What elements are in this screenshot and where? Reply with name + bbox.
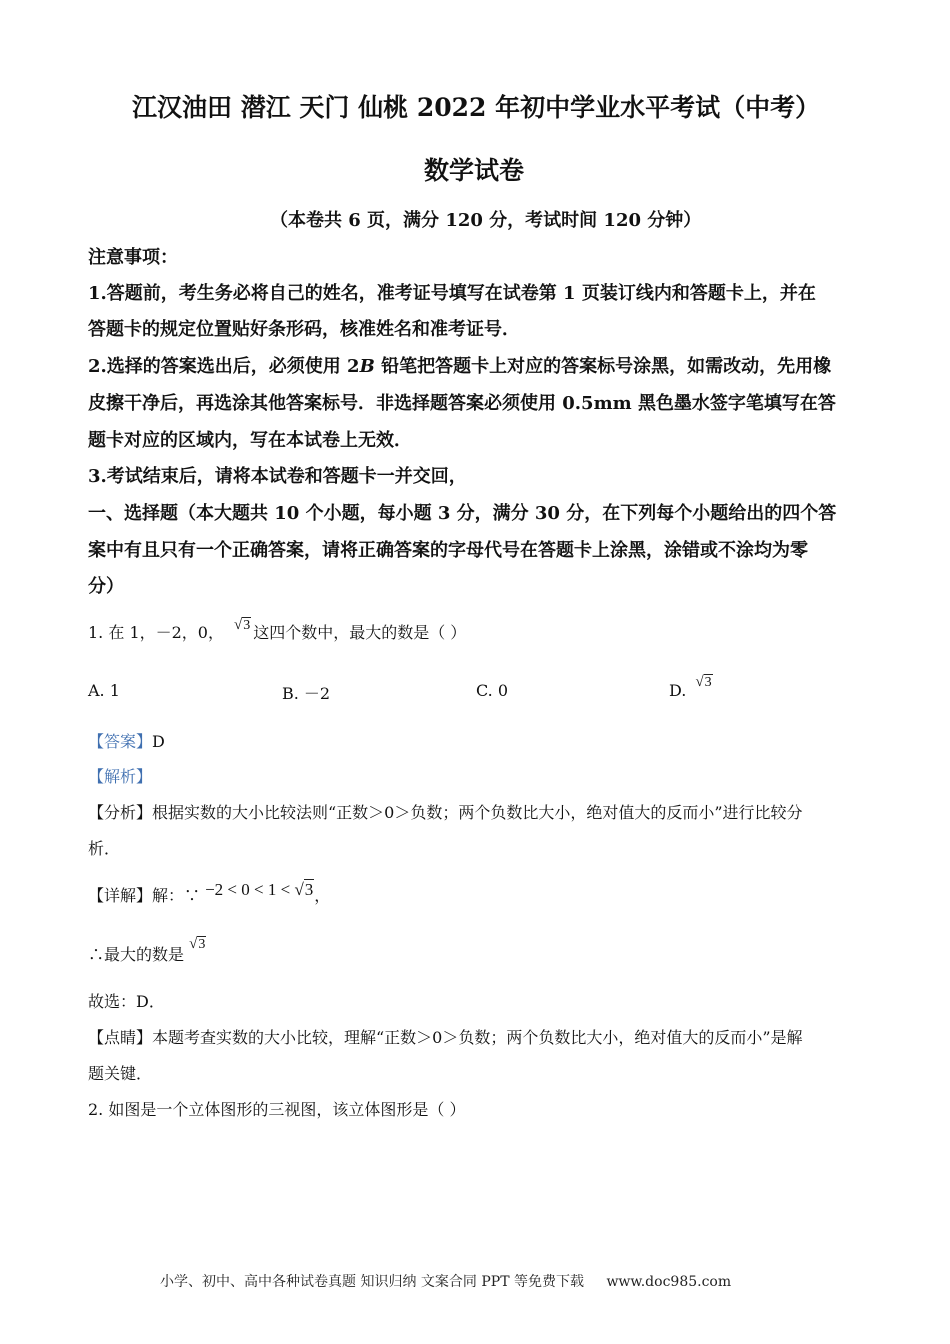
instruction-2a-post: 铅笔把答题卡上对应的答案标号涂黑，如需改动，先用橡 bbox=[374, 356, 832, 377]
sqrt-symbol: √ bbox=[695, 674, 704, 690]
answer-value: D bbox=[152, 732, 165, 751]
q1-therefore bbox=[88, 936, 206, 965]
q1-option-d bbox=[669, 674, 713, 701]
sqrt-radicand: 3 bbox=[243, 618, 251, 633]
instruction-1b: 答题卡的规定位置贴好条形码，核准姓名和准考证号． bbox=[88, 319, 520, 340]
sqrt-radicand: 3 bbox=[704, 675, 712, 690]
sqrt-radicand: 3 bbox=[304, 880, 314, 899]
q1-option-d-sqrt bbox=[695, 674, 712, 691]
instruction-2a-italic-b: B bbox=[359, 356, 375, 377]
exam-title: 江汉油田 潜江 天门 仙桃 2022 年初中学业水平考试（中考） bbox=[132, 93, 821, 122]
q1-fenxi-line2: 析． bbox=[88, 839, 121, 858]
q1-stem-pre: 1. 在 1，－2，0， bbox=[88, 623, 224, 642]
q1-detail-post: ， bbox=[314, 886, 331, 905]
q1-fenxi-line1: 【分析】根据实数的大小比较法则“正数＞0＞负数；两个负数比大小，绝对值大的反而小”进行比较分 bbox=[88, 803, 803, 822]
q1-option-d-label: D. bbox=[669, 681, 692, 700]
q1-stem bbox=[88, 617, 467, 643]
q2-stem: 2. 如图是一个立体图形的三视图，该立体图形是（ ） bbox=[88, 1100, 466, 1119]
footer-url[interactable]: www.doc985.com bbox=[606, 1274, 732, 1290]
section1-line3: 分） bbox=[88, 576, 124, 597]
q1-sqrt3 bbox=[234, 617, 251, 634]
instructions-heading: 注意事项： bbox=[88, 247, 178, 268]
q1-stem-post: 这四个数中，最大的数是（ ） bbox=[253, 623, 467, 642]
q1-option-b: B. －2 bbox=[282, 684, 331, 703]
q1-answer bbox=[88, 729, 165, 752]
instruction-2a-pre: 2.选择的答案选出后，必须使用 2 bbox=[88, 356, 360, 377]
footer bbox=[160, 1271, 731, 1291]
instruction-2b: 皮擦干净后，再选涂其他答案标号．非选择题答案必须使用 0.5mm 黑色墨水签字笔填写在答 bbox=[88, 393, 836, 414]
sqrt-symbol: √ bbox=[189, 936, 198, 952]
sqrt-symbol: √ bbox=[294, 880, 304, 899]
q1-therefore-sqrt bbox=[189, 936, 206, 953]
exam-subtitle: 数学试卷 bbox=[424, 156, 525, 185]
footer-text: 小学、初中、高中各种试卷真题 知识归纳 文案合同 PPT 等免费下载 bbox=[160, 1274, 584, 1290]
q1-comment-line2: 题关键． bbox=[88, 1064, 153, 1083]
q1-option-c: C. 0 bbox=[476, 681, 509, 700]
q1-detail bbox=[88, 880, 331, 906]
q1-inequality-text: −2 < 0 < 1 < bbox=[205, 880, 295, 899]
answer-label: 【答案】 bbox=[88, 732, 153, 751]
instruction-2c: 题卡对应的区域内，写在本试卷上无效． bbox=[88, 430, 412, 451]
exam-note: （本卷共 6 页，满分 120 分，考试时间 120 分钟） bbox=[270, 210, 702, 231]
q1-choose: 故选：D． bbox=[88, 992, 165, 1011]
q1-therefore-text: ∴最大的数是 bbox=[88, 945, 190, 964]
sqrt-radicand: 3 bbox=[198, 937, 206, 952]
section1-line1: 一、选择题（本大题共 10 个小题，每小题 3 分，满分 30 分，在下列每个小题给出的四个答 bbox=[88, 503, 837, 524]
section1-line2: 案中有且只有一个正确答案，请将正确答案的字母代号在答题卡上涂黑，涂错或不涂均为零 bbox=[88, 540, 808, 561]
q1-analysis-label: 【解析】 bbox=[88, 767, 153, 786]
q1-option-a: A. 1 bbox=[88, 681, 120, 700]
q1-inequality bbox=[205, 880, 314, 899]
instruction-2a bbox=[88, 352, 831, 378]
q1-comment-line1: 【点睛】本题考查实数的大小比较，理解“正数＞0＞负数；两个负数比大小，绝对值大的反而小”是解 bbox=[88, 1028, 803, 1047]
sqrt-symbol: √ bbox=[233, 617, 243, 633]
instruction-1a: 1.答题前，考生务必将自己的姓名，准考证号填写在试卷第 1 页装订线内和答题卡上，并在 bbox=[88, 283, 816, 304]
instruction-3: 3.考试结束后，请将本试卷和答题卡一并交回， bbox=[88, 466, 467, 487]
q1-detail-pre: 【详解】解：∵ bbox=[88, 886, 206, 905]
